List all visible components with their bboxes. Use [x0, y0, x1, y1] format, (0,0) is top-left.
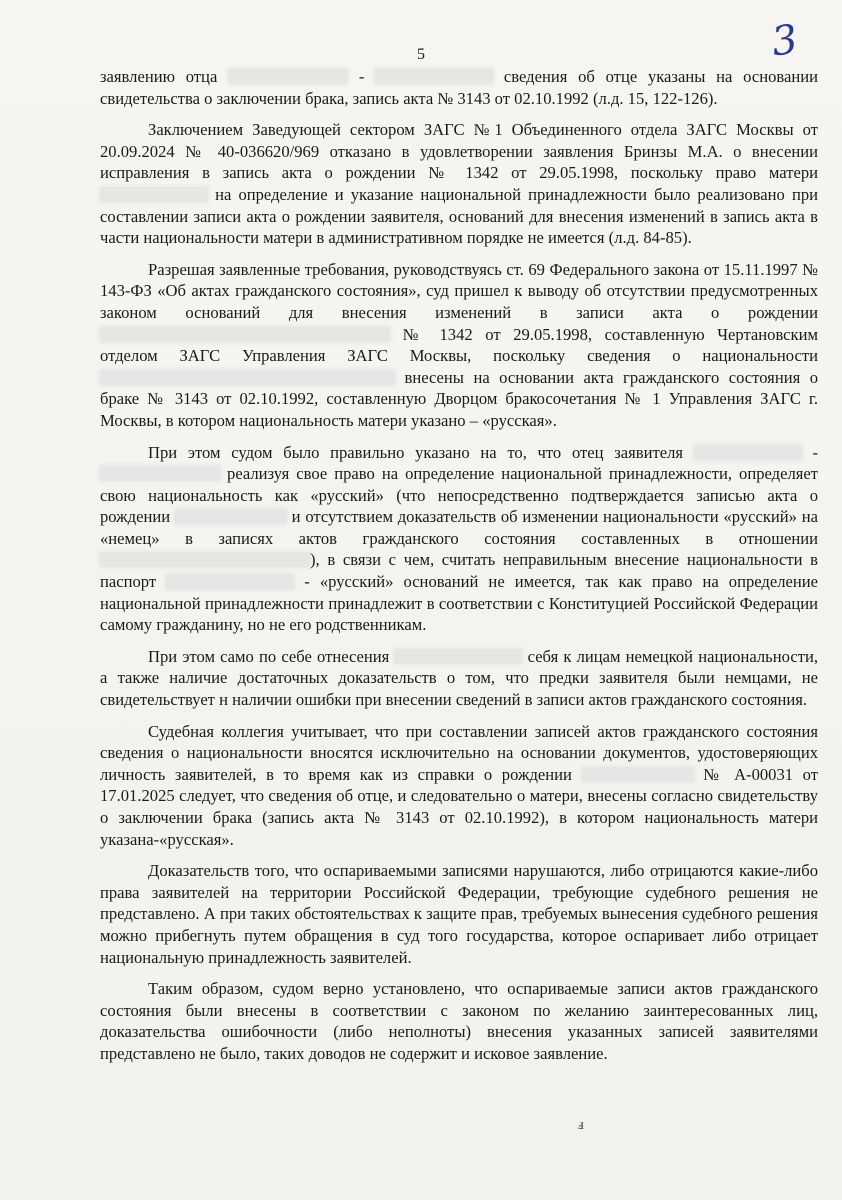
paragraph-6: Судебная коллегия учитывает, что при составлении записей актов гражданского состояния сведения о национальности вносятся исключительно на основании документов, удостоверяющих личность заявителей, в то время как из справки о рождении № А-00031 от 17.01.2025 следует, что сведения об отце, и следовательно о матери, внесены согласно свидетельству о заключении брака (запись акта № 3143 от 02.10.1992), в котором национальность матери указана-«русская». — [100, 721, 819, 849]
paragraph-8: Таким образом, судом верно установлено, что оспариваемые записи актов гражданского состояния были внесены в соответствии с законом по желанию заинтересованных лиц, доказательства ошибочности (либо неполноты) внесения указанных записей заявителями представлено не было, таких доводов не содержит и исковое заявление. — [100, 979, 818, 1063]
redaction — [100, 370, 395, 385]
paragraph-3: Разрешая заявленные требования, руководствуясь ст. 69 Федерального закона от 15.11.1997 № 143-ФЗ «Об актах гражданского состояния», суд пришел к выводу об отсутствии предусмотренных законом оснований для внесения изменений в записи акта о рождении № 1342 от 29.05.1998, составленную Чертановским отделом ЗАГС Управления ЗАГС Москвы, поскольку сведения о национальности внесены на основании акта гражданского состояния о браке № 3143 от 02.10.1992, составленную Дворцом бракосочетания № 1 Управления ЗАГС г. Москвы, в котором национальность матери указано – «русская». — [100, 259, 818, 430]
redaction — [100, 187, 208, 202]
redaction — [166, 574, 294, 589]
redaction — [228, 69, 348, 84]
pen-mark: ⅎ — [578, 1118, 584, 1133]
page-number: 5 — [417, 46, 425, 63]
paragraph-5: При этом само по себе отнесения себя к лицам немецкой национальности, а также наличие достаточных доказательств о том, что предки заявителя были немцами, не свидетельствует н наличии ошибки при внесении сведений в записи актов гражданского состояния. — [100, 646, 818, 710]
redaction — [582, 767, 694, 782]
redaction — [100, 552, 310, 567]
handwritten-page-number: 3 — [768, 16, 801, 66]
redaction — [100, 327, 390, 342]
paragraph-2: Заключением Заведующей сектором ЗАГС №1 Объединенного отдела ЗАГС Москвы от 20.09.2024 № 40-036620/969 отказано в удовлетворении заявления Бринзы М.А. о внесении исправления в запись акта о рождении № 1342 от 29.05.1998, поскольку право матери на определение и указание национальной принадлежности было реализовано при составлении записи акта о рождении заявителя, оснований для внесения изменений в запись акта в части национальности матери в административном порядке не имеется (л.д. 84-85). — [100, 120, 818, 248]
paragraph-1: заявлению отца - сведения об отце указаны на основании свидетельства о заключении брака, запись акта № 3143 от 02.10.1992 (л.д. 15, 122-126). — [100, 67, 818, 108]
redaction — [694, 445, 802, 460]
paragraph-4: При этом судом было правильно указано на то, что отец заявителя - реализуя свое право на определение национальной принадлежности, определяет свою национальность как «русский» (что непосредственно подтверждается записью акта о рождении и отсутствием доказательств об изменении национальности «русский» на «немец» в записях актов гражданского состояния составленных в отношении ), в связи с чем, считать неправильным внесение национальности в паспорт - «русский» оснований не имеется, так как право на определение национальной принадлежности принадлежит в соответствии с Конституцией Российской Федерации самому гражданину, но не его родственникам. — [100, 442, 818, 635]
redaction — [375, 69, 493, 84]
redaction — [175, 509, 287, 524]
document-body — [100, 66, 818, 1065]
redaction — [394, 649, 522, 664]
redaction — [100, 466, 220, 481]
paragraph-7: Доказательств того, что оспариваемыми записями нарушаются, либо отрицаются какие-либо права заявителей на территории Российской Федерации, требующие судебного решения не представлено. А при таких обстоятельствах к защите прав, требуемых вынесения судебного решения можно прибегнуть путем обращения в суд того государства, которое оспаривает либо отрицает национальную принадлежность заявителей. — [100, 861, 818, 967]
